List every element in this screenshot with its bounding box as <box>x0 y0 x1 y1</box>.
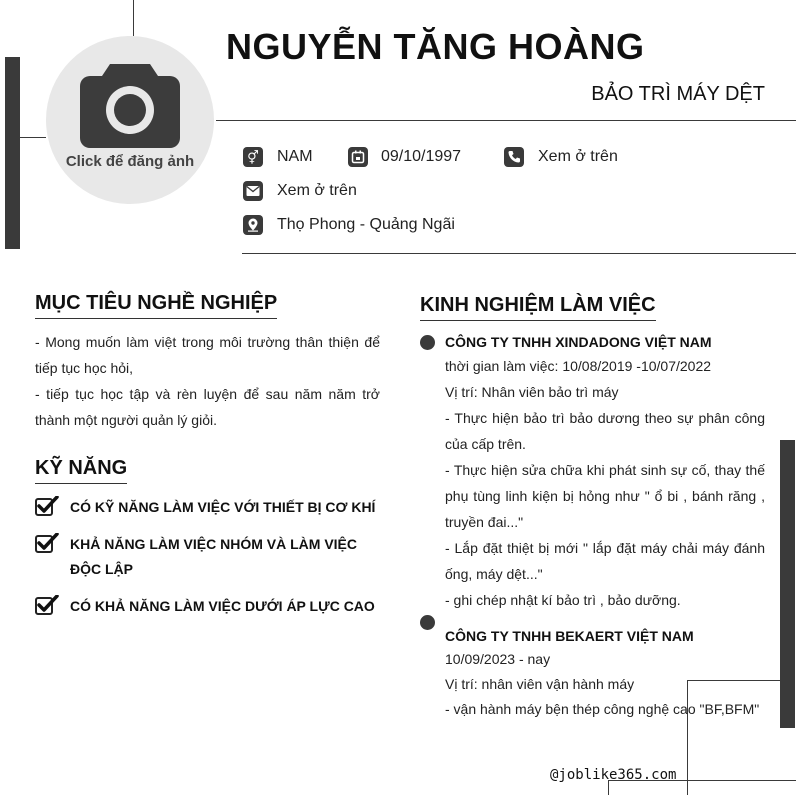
email-icon <box>243 181 263 201</box>
gender-icon: ⚥ <box>243 147 263 167</box>
job-title: BẢO TRÌ MÁY DỆT <box>591 83 765 105</box>
objective-line-1: - Mong muốn làm việt trong môi trường thân thiện để tiếp tục học hỏi, <box>35 334 380 376</box>
job-detail-line: - ghi chép nhật kí bảo trì , bảo dưỡng. <box>445 592 681 608</box>
timeline-dot <box>420 335 435 350</box>
job-position: Vị trí: nhân viên vận hành máy <box>445 676 635 692</box>
job-detail-line: - Thực hiện bảo trì bảo dương theo sự phân công của cấp trên. <box>445 410 765 452</box>
avatar-upload[interactable] <box>46 36 214 204</box>
timeline-dot <box>420 615 435 630</box>
camera-icon <box>80 60 180 148</box>
skill-label: CÓ KHẢ NĂNG LÀM VIỆC DƯỚI ÁP LỰC CAO <box>70 598 375 614</box>
job-detail-line: - Thực hiện sửa chữa khi phát sinh sự cố, thay thế phụ tùng linh kiện bị hỏng như " ổ bi , bánh răng , truyền đai..." <box>445 462 765 530</box>
calendar-icon <box>348 147 368 167</box>
objective-heading: MỤC TIÊU NGHỀ NGHIỆP <box>35 292 277 319</box>
job-position: Vị trí: Nhân viên bảo trì máy <box>445 384 619 400</box>
job-entry <box>445 329 765 613</box>
candidate-name: NGUYỄN TĂNG HOÀNG <box>226 26 645 67</box>
right-accent-bar <box>780 440 795 728</box>
left-accent-bar <box>5 57 20 249</box>
skill-label: KHẢ NĂNG LÀM VIỆC NHÓM VÀ LÀM VIỆC ĐỘC LẬP <box>70 536 357 577</box>
left-horizontal-line <box>20 137 46 138</box>
phone-value: Xem ở trên <box>538 148 618 165</box>
location-icon <box>243 215 263 235</box>
job-entry <box>445 624 765 722</box>
objective-line-2: - tiếp tục học tập và rèn luyện để sau năm năm trở thành một người quản lý giỏi. <box>35 386 380 428</box>
job-period: thời gian làm việc: 10/08/2019 -10/07/2022 <box>445 358 712 374</box>
job-detail-line: - Lắp đặt thiệt bị mới " lắp đặt máy chải máy đánh ống, máy dệt..." <box>445 540 765 582</box>
job-detail-line: - vận hành máy bện thép công nghệ cao "BF,BFM" <box>445 701 760 717</box>
skill-label: CÓ KỸ NĂNG LÀM VIỆC VỚI THIẾT BỊ CƠ KHÍ <box>70 499 376 515</box>
checkbox-checked-icon <box>35 595 59 615</box>
phone-icon <box>504 147 524 167</box>
top-vertical-line <box>133 0 134 36</box>
skill-item <box>35 495 380 520</box>
job-details <box>445 405 765 613</box>
job-company: CÔNG TY TNHH XINDADONG VIỆT NAM <box>445 334 712 350</box>
site-watermark: @joblike365.com <box>550 767 677 783</box>
email-value: Xem ở trên <box>277 182 357 199</box>
birthday-value: 09/10/1997 <box>381 148 462 165</box>
skill-item <box>35 594 380 619</box>
job-period: 10/09/2023 - nay <box>445 651 551 667</box>
address-value: Thọ Phong - Quảng Ngãi <box>277 216 455 233</box>
checkbox-checked-icon <box>35 533 59 553</box>
gender-value: NAM <box>277 148 313 165</box>
skill-item <box>35 532 380 582</box>
contact-divider <box>242 253 796 254</box>
job-company: CÔNG TY TNHH BEKAERT VIỆT NAM <box>445 628 694 644</box>
skills-heading: KỸ NĂNG <box>35 457 127 484</box>
header-divider <box>216 120 796 121</box>
objective-text <box>35 329 380 433</box>
experience-heading: KINH NGHIỆM LÀM VIỆC <box>420 294 656 321</box>
avatar-upload-label: Click để đăng ảnh <box>65 153 195 170</box>
checkbox-checked-icon <box>35 496 59 516</box>
